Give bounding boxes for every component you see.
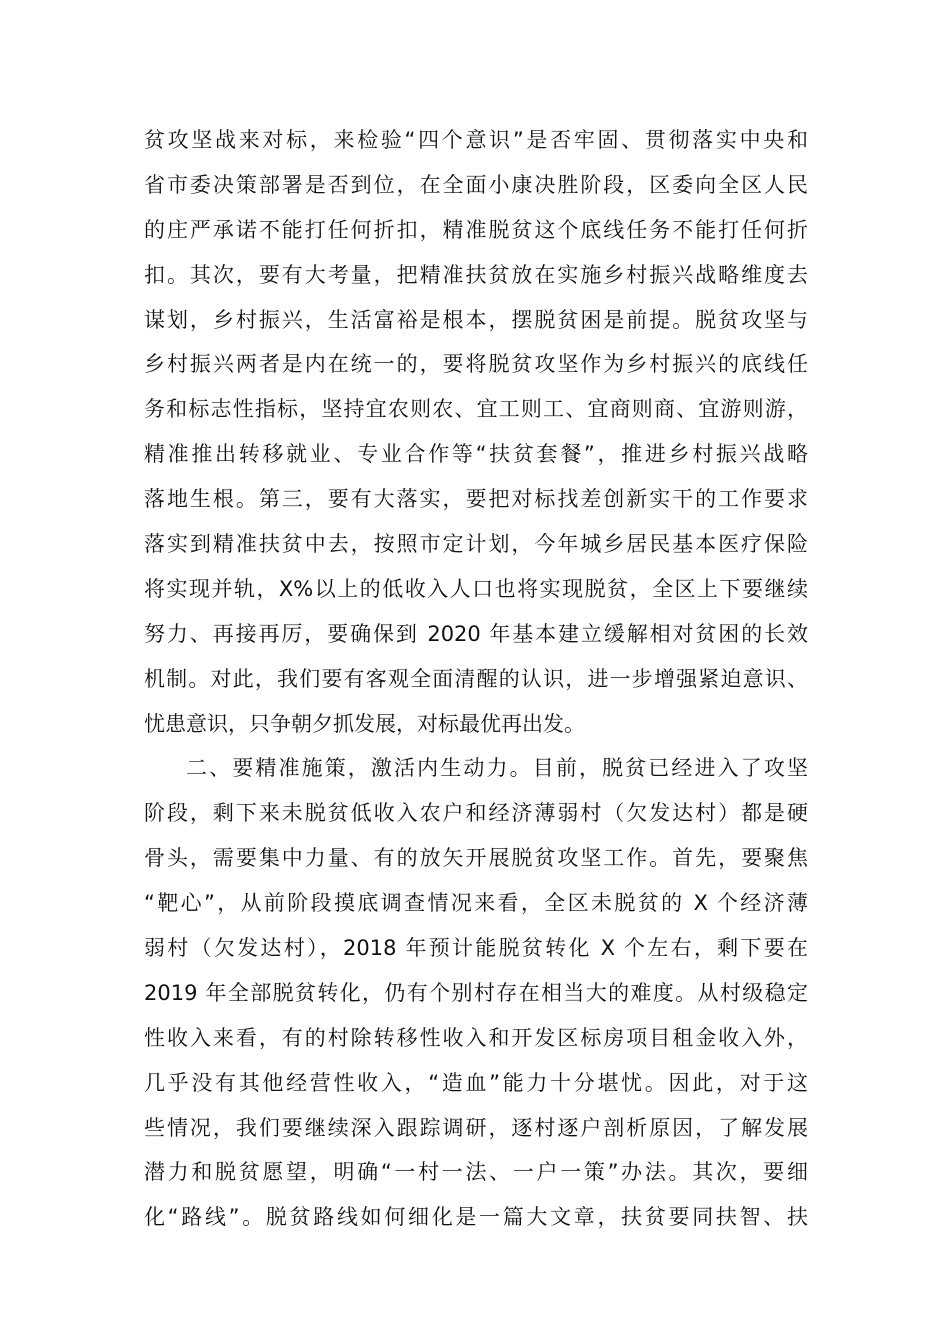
text-line: 忧患意识，只争朝夕抓发展，对标最优再出发。	[144, 711, 585, 736]
text-line: 弱村（欠发达村），2018 年预计能脱贫转化 X 个左右，剩下要在	[144, 936, 808, 961]
text-line: 精准推出转移就业、专业合作等“扶贫套餐”，推进乡村振兴战略	[144, 442, 808, 467]
text-line: “靶心”，从前阶段摸底调查情况来看，全区未脱贫的 X 个经济薄	[144, 891, 808, 916]
text-line: 省市委决策部署是否到位，在全面小康决胜阶段，区委向全区人民	[144, 172, 808, 197]
text-line: 化“路线”。脱贫路线如何细化是一篇大文章，扶贫要同扶智、扶	[144, 1205, 808, 1230]
text-line: 骨头，需要集中力量、有的放矢开展脱贫攻坚工作。首先，要聚焦	[144, 846, 808, 871]
text-line: 阶段，剩下来未脱贫低收入农户和经济薄弱村（欠发达村）都是硬	[144, 801, 808, 826]
text-line: 务和标志性指标，坚持宜农则农、宜工则工、宜商则商、宜游则游，	[144, 397, 808, 422]
text-line: 2019 年全部脱贫转化，仍有个别村存在相当大的难度。从村级稳定	[144, 980, 808, 1005]
text-line: 将实现并轨，X%以上的低收入人口也将实现脱贫，全区上下要继续	[144, 576, 808, 601]
document-body	[144, 118, 808, 1240]
text-line: 机制。对此，我们要有客观全面清醒的认识，进一步增强紧迫意识、	[144, 666, 808, 691]
text-line: 努力、再接再厉，要确保到 2020 年基本建立缓解相对贫困的长效	[144, 621, 808, 646]
text-line: 的庄严承诺不能打任何折扣，精准脱贫这个底线任务不能打任何折	[144, 217, 808, 242]
text-line: 贫攻坚战来对标，来检验“四个意识”是否牢固、贯彻落实中央和	[144, 128, 808, 152]
text-line: 性收入来看，有的村除转移性收入和开发区标房项目租金收入外，	[144, 1025, 808, 1050]
text-line: 扣。其次，要有大考量，把精准扶贫放在实施乡村振兴战略维度去	[144, 262, 808, 287]
text-line: 二、要精准施策，激活内生动力。目前，脱贫已经进入了攻坚	[186, 756, 808, 781]
text-line: 落地生根。第三，要有大落实，要把对标找差创新实干的工作要求	[144, 487, 808, 512]
text-line: 谋划，乡村振兴，生活富裕是根本，摆脱贫困是前提。脱贫攻坚与	[144, 307, 808, 332]
text-line: 乡村振兴两者是内在统一的，要将脱贫攻坚作为乡村振兴的底线任	[144, 352, 808, 377]
text-line: 潜力和脱贫愿望，明确“一村一法、一户一策”办法。其次，要细	[144, 1160, 808, 1185]
text-line: 落实到精准扶贫中去，按照市定计划，今年城乡居民基本医疗保险	[144, 532, 808, 557]
text-line: 几乎没有其他经营性收入，“造血”能力十分堪忧。因此，对于这	[144, 1070, 808, 1095]
text-line: 些情况，我们要继续深入跟踪调研，逐村逐户剖析原因，了解发展	[144, 1115, 808, 1140]
